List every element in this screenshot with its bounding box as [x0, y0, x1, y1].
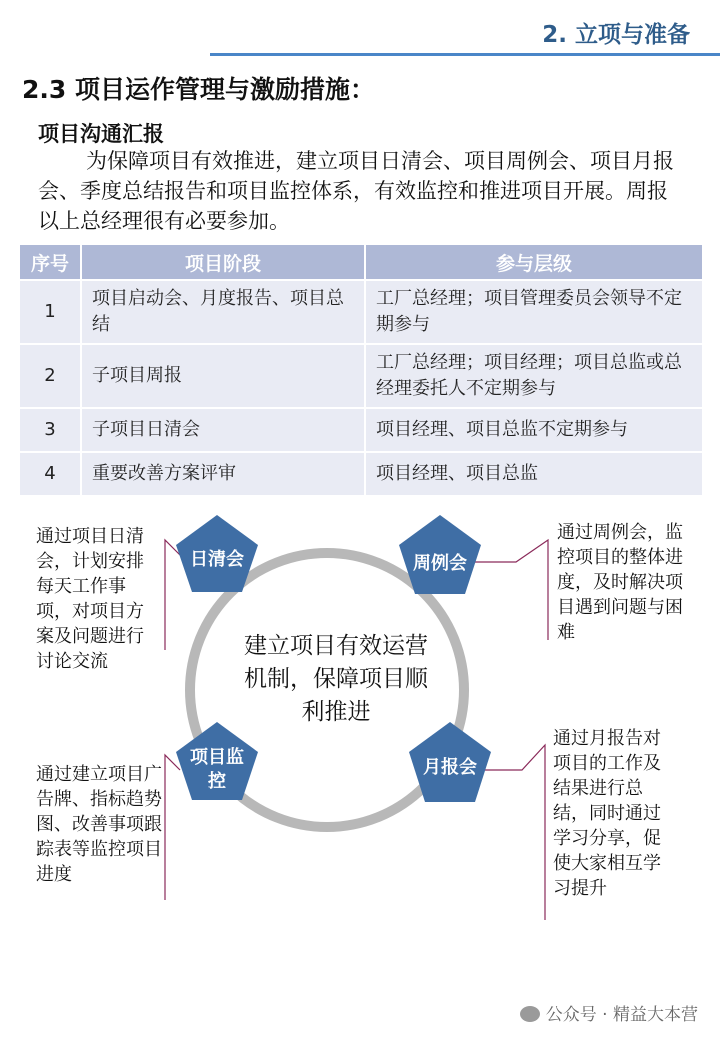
- row-participants: 项目经理、项目总监: [365, 452, 703, 495]
- row-index: 4: [20, 452, 81, 495]
- watermark-text: 公众号 · 精益大本营: [545, 1005, 698, 1025]
- note-monitor: 通过建立项目广告牌、指标趋势图、改善事项跟踪表等监控项目进度: [36, 764, 162, 885]
- note-monthly: 通过月报告对项目的工作及结果进行总结，同时通过学习分享，促使大家相互学习提升: [553, 728, 661, 899]
- chapter-title: 2. 立项与准备: [542, 22, 690, 48]
- subsection-title: 项目沟通汇报: [38, 122, 164, 146]
- row-stage: 项目启动会、月度报告、项目总结: [81, 280, 365, 344]
- table-row: [20, 408, 703, 452]
- intro-paragraph: [38, 146, 688, 236]
- row-stage: 子项目日清会: [81, 408, 365, 452]
- row-stage: 子项目周报: [81, 344, 365, 408]
- page-header: [0, 0, 720, 52]
- row-index: 2: [20, 344, 81, 408]
- center-statement: 建立项目有效运营机制，保障项目顺利推进: [244, 633, 428, 725]
- row-stage: 重要改善方案评审: [81, 452, 365, 495]
- table-row: [20, 344, 703, 408]
- header-participants: 参与层级: [365, 245, 703, 280]
- leader-line-monthly: [485, 745, 545, 920]
- table-row: [20, 452, 703, 495]
- note-weekly: 通过周例会，监控项目的整体进度，及时解决项目遇到问题与困难: [557, 522, 683, 643]
- mechanism-diagram: [0, 500, 720, 970]
- header-stage: 项目阶段: [81, 245, 365, 280]
- node-weekly-label: 周例会: [413, 553, 467, 574]
- node-daily-label: 日清会: [190, 549, 244, 570]
- header-index: 序号: [20, 245, 81, 280]
- row-participants: 项目经理、项目总监不定期参与: [365, 408, 703, 452]
- intro-paragraph-text: 为保障项目有效推进，建立项目日清会、项目周例会、项目月报会、季度总结报告和项目监控体系，有效监控和推进项目开展。周报以上总经理很有必要参加。: [38, 149, 674, 233]
- wechat-icon: [520, 1006, 540, 1022]
- header-rule: [210, 53, 720, 56]
- table-header-row: [20, 245, 703, 280]
- row-participants: 工厂总经理；项目管理委员会领导不定期参与: [365, 280, 703, 344]
- leader-line-weekly: [472, 540, 548, 640]
- row-index: 3: [20, 408, 81, 452]
- section-title: 2.3 项目运作管理与激励措施：: [22, 75, 375, 104]
- row-participants: 工厂总经理；项目经理；项目总监或总经理委托人不定期参与: [365, 344, 703, 408]
- watermark: [520, 1000, 698, 1025]
- table-row: [20, 280, 703, 344]
- node-monthly-label: 月报会: [423, 757, 477, 778]
- communication-table: [20, 245, 704, 495]
- node-monitor-label: 项目监控: [190, 747, 244, 792]
- note-daily: 通过项目日清会，计划安排每天工作事项，对项目方案及问题进行讨论交流: [36, 526, 144, 672]
- row-index: 1: [20, 280, 81, 344]
- leader-line-monitor: [165, 755, 180, 900]
